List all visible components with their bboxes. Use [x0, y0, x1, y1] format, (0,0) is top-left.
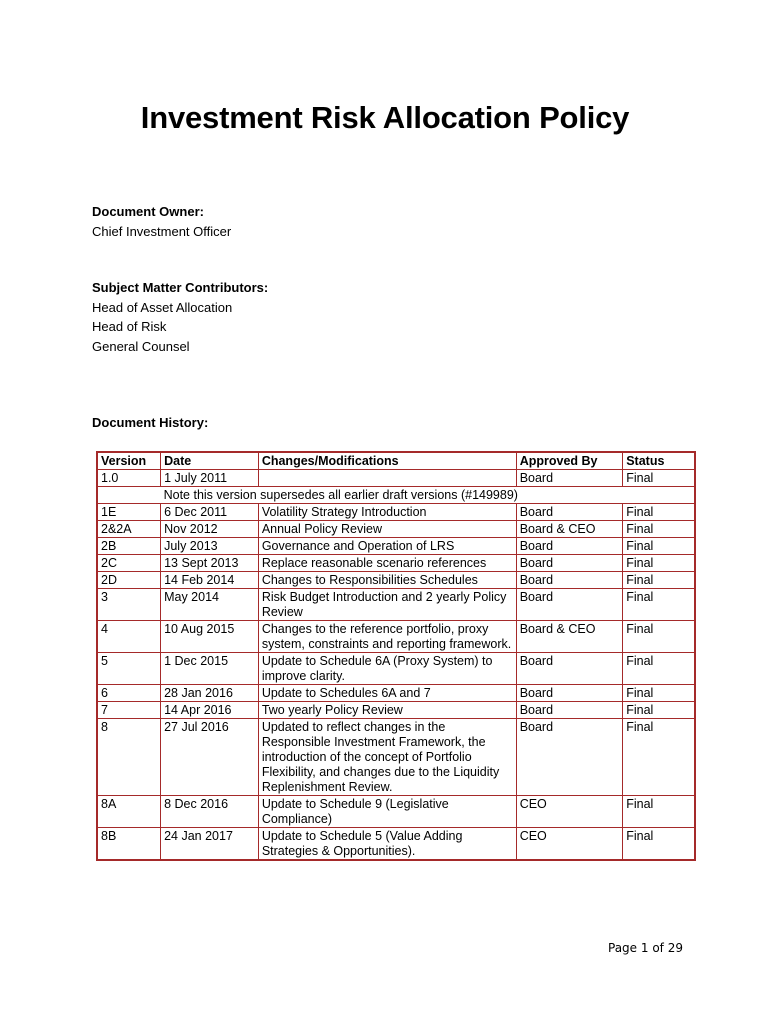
changes-cell: Replace reasonable scenario references [258, 555, 516, 572]
changes-cell: Update to Schedule 5 (Value Adding Strategies & Opportunities). [258, 828, 516, 861]
date-cell: 14 Apr 2016 [161, 702, 259, 719]
version-cell: 2&2A [97, 521, 161, 538]
status-cell: Final [626, 654, 654, 668]
version-cell: 1.0 [97, 470, 161, 487]
version-cell: 2C [97, 555, 161, 572]
version-cell: 6 [97, 685, 161, 702]
table-row [97, 487, 695, 504]
table-row [97, 555, 695, 572]
changes-cell: Update to Schedule 6A (Proxy System) to improve clarity. [258, 653, 516, 685]
status-cell: Final [626, 539, 654, 553]
table-row [97, 828, 695, 861]
version-cell: 2B [97, 538, 161, 555]
contributors-section [92, 278, 268, 356]
table-row [97, 653, 695, 685]
contributor-item: General Counsel [92, 338, 190, 354]
document-title: Investment Risk Allocation Policy [140, 100, 630, 135]
status-cell: Final [626, 829, 654, 843]
table-row [97, 538, 695, 555]
approved-by-cell: CEO [516, 796, 623, 828]
table-row [97, 504, 695, 521]
date-cell: 1 Dec 2015 [161, 653, 259, 685]
date-cell: 28 Jan 2016 [161, 685, 259, 702]
column-header: Changes/Modifications [258, 452, 516, 470]
changes-cell: Update to Schedules 6A and 7 [258, 685, 516, 702]
table-row [97, 621, 695, 653]
status-cell: Final [626, 522, 654, 536]
status-cell: Final [626, 703, 654, 717]
status-cell: Final [626, 720, 654, 734]
table-row [97, 589, 695, 621]
owner-section [92, 202, 231, 241]
status-cell: Final [626, 622, 654, 636]
history-heading: Document History: [92, 415, 209, 430]
approved-by-cell: Board [516, 653, 623, 685]
status-cell: Final [626, 797, 654, 811]
table-row [97, 521, 695, 538]
date-cell: 27 Jul 2016 [161, 719, 259, 796]
version-cell: 7 [97, 702, 161, 719]
approved-by-cell: CEO [516, 828, 623, 861]
date-cell: 1 July 2011 [161, 470, 259, 487]
changes-cell: Annual Policy Review [258, 521, 516, 538]
date-cell: 14 Feb 2014 [161, 572, 259, 589]
changes-cell: Risk Budget Introduction and 2 yearly Policy Review [258, 589, 516, 621]
changes-cell: Changes to the reference portfolio, proxy system, constraints and reporting framework. [258, 621, 516, 653]
version-cell: 8B [97, 828, 161, 861]
version-cell: 2D [97, 572, 161, 589]
approved-by-cell: Board [516, 685, 623, 702]
approved-by-cell: Board [516, 504, 623, 521]
date-cell: May 2014 [161, 589, 259, 621]
status-cell: Final [626, 573, 654, 587]
column-header: Date [161, 452, 259, 470]
date-cell: Nov 2012 [161, 521, 259, 538]
contributor-item: Head of Asset Allocation [92, 299, 233, 315]
approved-by-cell: Board [516, 702, 623, 719]
column-header: Version [97, 452, 161, 470]
owner-value: Chief Investment Officer [92, 223, 232, 239]
approved-by-cell: Board [516, 719, 623, 796]
changes-cell: Changes to Responsibilities Schedules [258, 572, 516, 589]
empty-cell [688, 487, 695, 504]
table-row [97, 470, 695, 487]
changes-cell: Two yearly Policy Review [258, 702, 516, 719]
approved-by-cell: Board [516, 538, 623, 555]
date-cell: 8 Dec 2016 [161, 796, 259, 828]
page-number: Page 1 of 29 [608, 941, 683, 955]
date-cell: 13 Sept 2013 [161, 555, 259, 572]
contributors-heading: Subject Matter Contributors: [92, 280, 269, 295]
contributor-item: Head of Risk [92, 319, 167, 334]
table-row [97, 685, 695, 702]
approved-by-cell: Board & CEO [516, 521, 623, 538]
approved-by-cell: Board & CEO [516, 621, 623, 653]
version-cell: 8 [97, 719, 161, 796]
status-cell: Final [626, 505, 654, 519]
table-row [97, 719, 695, 796]
approved-by-cell: Board [516, 572, 623, 589]
status-cell: Final [626, 590, 654, 604]
history-section [92, 413, 208, 433]
owner-heading: Document Owner: [92, 204, 204, 219]
table-header-row [97, 452, 695, 470]
document-history-table [96, 451, 696, 861]
changes-cell: Volatility Strategy Introduction [258, 504, 516, 521]
version-cell: 4 [97, 621, 161, 653]
approved-by-cell: Board [516, 470, 623, 487]
status-cell: Final [626, 556, 654, 570]
changes-cell: Updated to reflect changes in the Responsible Investment Framework, the introduction of the concept of Portfolio Flexibility, and changes due to the Liquidity Replenishment Review. [258, 719, 516, 796]
table-row [97, 796, 695, 828]
version-cell: 3 [97, 589, 161, 621]
status-cell: Final [626, 686, 654, 700]
approved-by-cell: Board [516, 589, 623, 621]
table-row [97, 572, 695, 589]
table-row [97, 702, 695, 719]
status-cell: Final [626, 471, 654, 485]
version-cell: 8A [97, 796, 161, 828]
date-cell: July 2013 [161, 538, 259, 555]
approved-by-cell: Board [516, 555, 623, 572]
note-cell: Note this version supersedes all earlier draft versions (#149989) [163, 488, 518, 502]
date-cell: 6 Dec 2011 [161, 504, 259, 521]
empty-cell [97, 487, 161, 504]
date-cell: 24 Jan 2017 [161, 828, 259, 861]
column-header: Approved By [516, 452, 623, 470]
date-cell: 10 Aug 2015 [161, 621, 259, 653]
column-header: Status [626, 454, 665, 468]
changes-cell: Update to Schedule 9 (Legislative Compliance) [258, 796, 516, 828]
version-cell: 5 [97, 653, 161, 685]
changes-cell: Governance and Operation of LRS [258, 538, 516, 555]
version-cell: 1E [97, 504, 161, 521]
changes-cell [258, 470, 516, 487]
